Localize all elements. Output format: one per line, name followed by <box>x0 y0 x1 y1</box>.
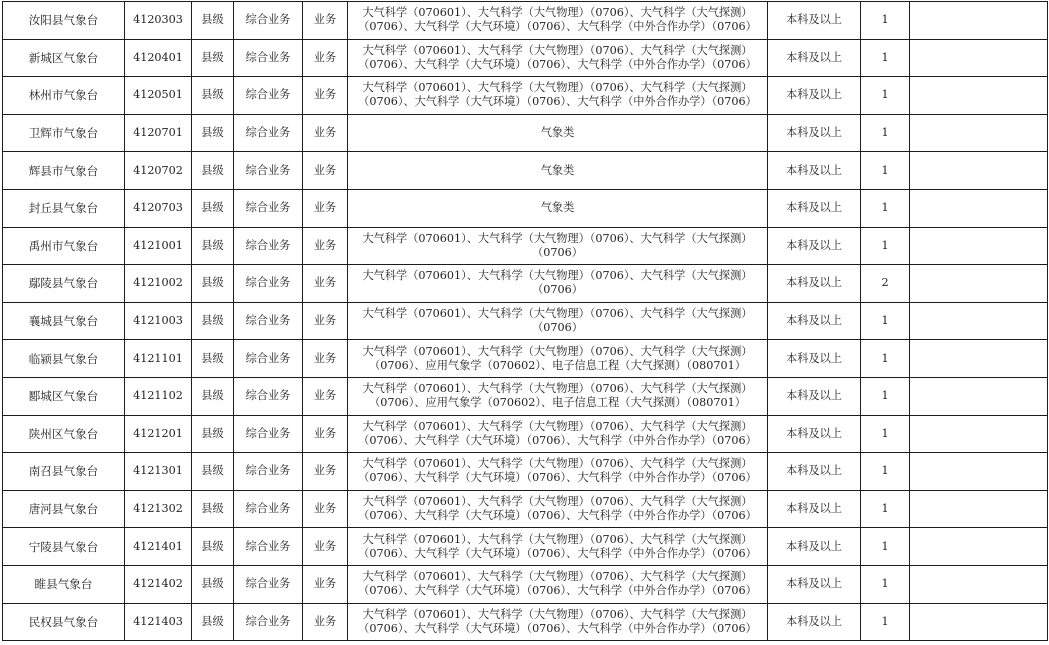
remarks-cell <box>910 340 1048 378</box>
unit-name-cell: 汝阳县气象台 <box>3 2 125 40</box>
table-row <box>3 490 1048 528</box>
headcount-cell: 1 <box>861 114 910 152</box>
unit-name-cell: 林州市气象台 <box>3 77 125 115</box>
table-row <box>3 39 1048 77</box>
table-body <box>3 2 1048 641</box>
major-requirement-cell: 气象类 <box>348 152 768 190</box>
post-name-cell: 综合业务 <box>234 39 303 77</box>
position-code-cell: 4121002 <box>125 265 192 303</box>
unit-name-cell: 襄城县气象台 <box>3 302 125 340</box>
post-name-cell: 综合业务 <box>234 565 303 603</box>
major-requirement-cell: 大气科学（070601）、大气科学（大气物理）（0706）、大气科学（大气探测）（0706）、大气科学（大气环境）（0706）、大气科学（中外合作办学）（0706） <box>348 490 768 528</box>
remarks-cell <box>910 39 1048 77</box>
unit-name-cell: 唐河县气象台 <box>3 490 125 528</box>
education-cell: 本科及以上 <box>768 453 861 491</box>
position-code-cell: 4121403 <box>125 603 192 641</box>
table-row <box>3 603 1048 641</box>
level-cell: 县级 <box>192 302 234 340</box>
major-requirement-cell: 大气科学（070601）、大气科学（大气物理）（0706）、大气科学（大气探测）（0706）、大气科学（大气环境）（0706）、大气科学（中外合作办学）（0706） <box>348 603 768 641</box>
major-requirement-cell: 大气科学（070601）、大气科学（大气物理）（0706）、大气科学（大气探测）（0706）、应用气象学（070602）、电子信息工程（大气探测）（080701） <box>348 377 768 415</box>
position-code-cell: 4120702 <box>125 152 192 190</box>
post-name-cell: 综合业务 <box>234 340 303 378</box>
post-type-cell: 业务 <box>303 39 348 77</box>
remarks-cell <box>910 528 1048 566</box>
level-cell: 县级 <box>192 189 234 227</box>
remarks-cell <box>910 227 1048 265</box>
major-requirement-cell: 大气科学（070601）、大气科学（大气物理）（0706）、大气科学（大气探测）（0706）、大气科学（大气环境）（0706）、大气科学（中外合作办学）（0706） <box>348 528 768 566</box>
major-requirement-cell: 大气科学（070601）、大气科学（大气物理）（0706）、大气科学（大气探测）（0706）、大气科学（大气环境）（0706）、大气科学（中外合作办学）（0706） <box>348 565 768 603</box>
post-type-cell: 业务 <box>303 114 348 152</box>
education-cell: 本科及以上 <box>768 528 861 566</box>
major-requirement-cell: 气象类 <box>348 114 768 152</box>
headcount-cell: 1 <box>861 453 910 491</box>
unit-name-cell: 辉县市气象台 <box>3 152 125 190</box>
table-row <box>3 114 1048 152</box>
position-code-cell: 4120501 <box>125 77 192 115</box>
major-requirement-cell: 大气科学（070601）、大气科学（大气物理）（0706）、大气科学（大气探测）（0706） <box>348 265 768 303</box>
remarks-cell <box>910 77 1048 115</box>
post-type-cell: 业务 <box>303 302 348 340</box>
headcount-cell: 1 <box>861 227 910 265</box>
table-row <box>3 77 1048 115</box>
education-cell: 本科及以上 <box>768 415 861 453</box>
table-row <box>3 340 1048 378</box>
headcount-cell: 1 <box>861 77 910 115</box>
post-type-cell: 业务 <box>303 453 348 491</box>
level-cell: 县级 <box>192 77 234 115</box>
table-row <box>3 377 1048 415</box>
headcount-cell: 1 <box>861 603 910 641</box>
unit-name-cell: 民权县气象台 <box>3 603 125 641</box>
post-name-cell: 综合业务 <box>234 114 303 152</box>
major-requirement-cell: 大气科学（070601）、大气科学（大气物理）（0706）、大气科学（大气探测）（0706） <box>348 227 768 265</box>
post-name-cell: 综合业务 <box>234 490 303 528</box>
education-cell: 本科及以上 <box>768 39 861 77</box>
headcount-cell: 1 <box>861 377 910 415</box>
major-requirement-cell: 大气科学（070601）、大气科学（大气物理）（0706）、大气科学（大气探测）（0706）、大气科学（大气环境）（0706）、大气科学（中外合作办学）（0706） <box>348 77 768 115</box>
level-cell: 县级 <box>192 377 234 415</box>
post-name-cell: 综合业务 <box>234 152 303 190</box>
level-cell: 县级 <box>192 265 234 303</box>
post-type-cell: 业务 <box>303 490 348 528</box>
table-row <box>3 528 1048 566</box>
position-code-cell: 4121102 <box>125 377 192 415</box>
unit-name-cell: 临颍县气象台 <box>3 340 125 378</box>
post-type-cell: 业务 <box>303 340 348 378</box>
education-cell: 本科及以上 <box>768 2 861 40</box>
level-cell: 县级 <box>192 490 234 528</box>
table-row <box>3 2 1048 40</box>
post-name-cell: 综合业务 <box>234 227 303 265</box>
post-name-cell: 综合业务 <box>234 528 303 566</box>
post-name-cell: 综合业务 <box>234 2 303 40</box>
major-requirement-cell: 大气科学（070601）、大气科学（大气物理）（0706）、大气科学（大气探测）（0706）、大气科学（大气环境）（0706）、大气科学（中外合作办学）（0706） <box>348 39 768 77</box>
remarks-cell <box>910 565 1048 603</box>
education-cell: 本科及以上 <box>768 189 861 227</box>
education-cell: 本科及以上 <box>768 377 861 415</box>
table-row <box>3 302 1048 340</box>
position-code-cell: 4121401 <box>125 528 192 566</box>
post-name-cell: 综合业务 <box>234 377 303 415</box>
post-name-cell: 综合业务 <box>234 603 303 641</box>
post-type-cell: 业务 <box>303 189 348 227</box>
major-requirement-cell: 气象类 <box>348 189 768 227</box>
headcount-cell: 1 <box>861 528 910 566</box>
position-code-cell: 4121003 <box>125 302 192 340</box>
level-cell: 县级 <box>192 152 234 190</box>
education-cell: 本科及以上 <box>768 565 861 603</box>
post-type-cell: 业务 <box>303 227 348 265</box>
education-cell: 本科及以上 <box>768 340 861 378</box>
post-type-cell: 业务 <box>303 377 348 415</box>
level-cell: 县级 <box>192 39 234 77</box>
post-type-cell: 业务 <box>303 528 348 566</box>
education-cell: 本科及以上 <box>768 152 861 190</box>
education-cell: 本科及以上 <box>768 77 861 115</box>
remarks-cell <box>910 189 1048 227</box>
table-row <box>3 152 1048 190</box>
table-row <box>3 415 1048 453</box>
headcount-cell: 2 <box>861 265 910 303</box>
unit-name-cell: 宁陵县气象台 <box>3 528 125 566</box>
headcount-cell: 1 <box>861 490 910 528</box>
position-code-cell: 4120303 <box>125 2 192 40</box>
headcount-cell: 1 <box>861 565 910 603</box>
post-name-cell: 综合业务 <box>234 415 303 453</box>
unit-name-cell: 封丘县气象台 <box>3 189 125 227</box>
post-type-cell: 业务 <box>303 603 348 641</box>
education-cell: 本科及以上 <box>768 603 861 641</box>
recruitment-table <box>2 1 1048 641</box>
table-row <box>3 453 1048 491</box>
table-row <box>3 189 1048 227</box>
remarks-cell <box>910 152 1048 190</box>
major-requirement-cell: 大气科学（070601）、大气科学（大气物理）（0706）、大气科学（大气探测）（0706） <box>348 302 768 340</box>
position-code-cell: 4120703 <box>125 189 192 227</box>
unit-name-cell: 鄢陵县气象台 <box>3 265 125 303</box>
headcount-cell: 1 <box>861 152 910 190</box>
unit-name-cell: 南召县气象台 <box>3 453 125 491</box>
remarks-cell <box>910 415 1048 453</box>
headcount-cell: 1 <box>861 39 910 77</box>
unit-name-cell: 新城区气象台 <box>3 39 125 77</box>
level-cell: 县级 <box>192 340 234 378</box>
level-cell: 县级 <box>192 2 234 40</box>
major-requirement-cell: 大气科学（070601）、大气科学（大气物理）（0706）、大气科学（大气探测）（0706）、大气科学（大气环境）（0706）、大气科学（中外合作办学）（0706） <box>348 415 768 453</box>
unit-name-cell: 郾城区气象台 <box>3 377 125 415</box>
remarks-cell <box>910 265 1048 303</box>
education-cell: 本科及以上 <box>768 265 861 303</box>
unit-name-cell: 陕州区气象台 <box>3 415 125 453</box>
position-code-cell: 4121302 <box>125 490 192 528</box>
education-cell: 本科及以上 <box>768 227 861 265</box>
post-type-cell: 业务 <box>303 565 348 603</box>
remarks-cell <box>910 377 1048 415</box>
table-row <box>3 565 1048 603</box>
post-type-cell: 业务 <box>303 152 348 190</box>
headcount-cell: 1 <box>861 340 910 378</box>
remarks-cell <box>910 603 1048 641</box>
level-cell: 县级 <box>192 453 234 491</box>
headcount-cell: 1 <box>861 2 910 40</box>
headcount-cell: 1 <box>861 189 910 227</box>
level-cell: 县级 <box>192 528 234 566</box>
position-code-cell: 4120701 <box>125 114 192 152</box>
level-cell: 县级 <box>192 565 234 603</box>
post-name-cell: 综合业务 <box>234 189 303 227</box>
post-type-cell: 业务 <box>303 77 348 115</box>
position-code-cell: 4121402 <box>125 565 192 603</box>
headcount-cell: 1 <box>861 415 910 453</box>
table-row <box>3 265 1048 303</box>
remarks-cell <box>910 302 1048 340</box>
position-code-cell: 4121101 <box>125 340 192 378</box>
post-type-cell: 业务 <box>303 2 348 40</box>
post-name-cell: 综合业务 <box>234 453 303 491</box>
level-cell: 县级 <box>192 415 234 453</box>
remarks-cell <box>910 453 1048 491</box>
post-name-cell: 综合业务 <box>234 265 303 303</box>
major-requirement-cell: 大气科学（070601）、大气科学（大气物理）（0706）、大气科学（大气探测）（0706）、大气科学（大气环境）（0706）、大气科学（中外合作办学）（0706） <box>348 2 768 40</box>
table-row <box>3 227 1048 265</box>
major-requirement-cell: 大气科学（070601）、大气科学（大气物理）（0706）、大气科学（大气探测）（0706）、应用气象学（070602）、电子信息工程（大气探测）（080701） <box>348 340 768 378</box>
level-cell: 县级 <box>192 227 234 265</box>
education-cell: 本科及以上 <box>768 302 861 340</box>
remarks-cell <box>910 114 1048 152</box>
position-code-cell: 4121201 <box>125 415 192 453</box>
post-name-cell: 综合业务 <box>234 77 303 115</box>
unit-name-cell: 卫辉市气象台 <box>3 114 125 152</box>
post-type-cell: 业务 <box>303 415 348 453</box>
unit-name-cell: 禹州市气象台 <box>3 227 125 265</box>
post-name-cell: 综合业务 <box>234 302 303 340</box>
education-cell: 本科及以上 <box>768 490 861 528</box>
remarks-cell <box>910 2 1048 40</box>
education-cell: 本科及以上 <box>768 114 861 152</box>
level-cell: 县级 <box>192 114 234 152</box>
headcount-cell: 1 <box>861 302 910 340</box>
position-code-cell: 4121301 <box>125 453 192 491</box>
position-code-cell: 4121001 <box>125 227 192 265</box>
post-type-cell: 业务 <box>303 265 348 303</box>
level-cell: 县级 <box>192 603 234 641</box>
position-code-cell: 4120401 <box>125 39 192 77</box>
major-requirement-cell: 大气科学（070601）、大气科学（大气物理）（0706）、大气科学（大气探测）（0706）、大气科学（大气环境）（0706）、大气科学（中外合作办学）（0706） <box>348 453 768 491</box>
remarks-cell <box>910 490 1048 528</box>
unit-name-cell: 睢县气象台 <box>3 565 125 603</box>
